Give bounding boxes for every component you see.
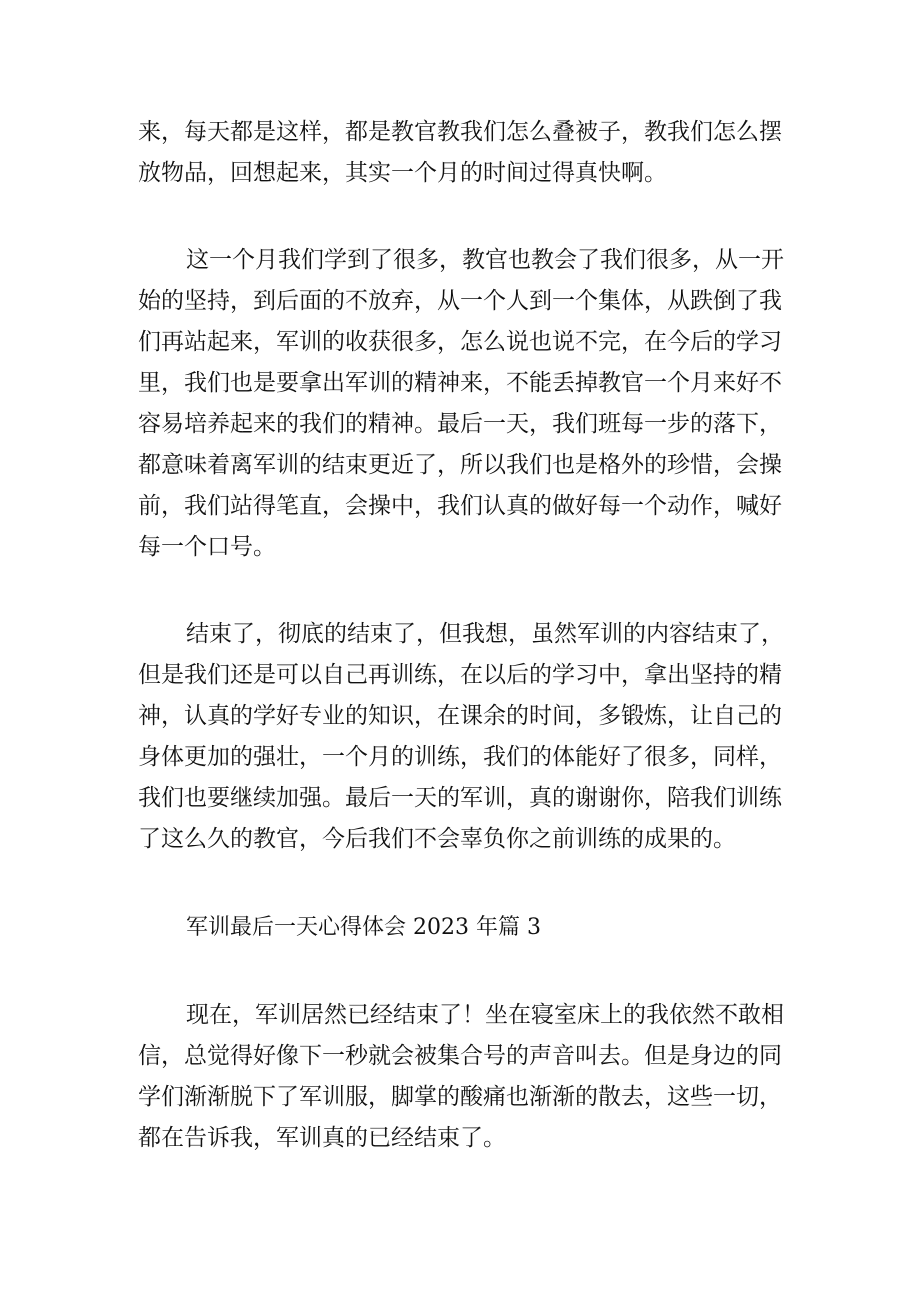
paragraph-4-line-3: 学们渐渐脱下了军训服，脚掌的酸痛也渐渐的散去，这些一切， (138, 1084, 782, 1110)
paragraph-3-line-1: 结束了，彻底的结束了，但我想，虽然军训的内容结束了， (186, 621, 784, 647)
paragraph-3-line-3: 神，认真的学好专业的知识，在课余的时间，多锻炼，让自己的 (138, 703, 782, 729)
paragraph-3-line-4: 身体更加的强壮，一个月的训练，我们的体能好了很多，同样， (138, 744, 782, 770)
paragraph-1-line-2: 放物品，回想起来，其实一个月的时间过得真快啊。 (138, 160, 667, 186)
paragraph-4-line-2: 信，总觉得好像下一秒就会被集合号的声音叫去。但是身边的同 (138, 1043, 782, 1069)
paragraph-2-line-4: 里，我们也是要拿出军训的精神来，不能丢掉教官一个月来好不 (138, 370, 782, 396)
paragraph-2-line-7: 前，我们站得笔直，会操中，我们认真的做好每一个动作，喊好 (138, 493, 782, 519)
paragraph-4-line-1: 现在，军训居然已经结束了！坐在寝室床上的我依然不敢相 (186, 1002, 784, 1028)
paragraph-1-line-1: 来，每天都是这样，都是教官教我们怎么叠被子，教我们怎么摆 (138, 119, 782, 145)
paragraph-2-line-5: 容易培养起来的我们的精神。最后一天，我们班每一步的落下， (138, 411, 782, 437)
paragraph-3-line-6: 了这么久的教官，今后我们不会辜负你之前训练的成果的。 (138, 826, 736, 852)
paragraph-3-line-2: 但是我们还是可以自己再训练，在以后的学习中，拿出坚持的精 (138, 662, 782, 688)
paragraph-4-line-4: 都在告诉我，军训真的已经结束了。 (138, 1125, 506, 1151)
paragraph-2-line-2: 始的坚持，到后面的不放弃，从一个人到一个集体，从跌倒了我 (138, 288, 782, 314)
section-heading: 军训最后一天心得体会 2023 年篇 3 (186, 915, 541, 940)
paragraph-2-line-3: 们再站起来，军训的收获很多，怎么说也说不完，在今后的学习 (138, 329, 782, 355)
paragraph-2-line-6: 都意味着离军训的结束更近了，所以我们也是格外的珍惜，会操 (138, 452, 782, 478)
paragraph-2-line-1: 这一个月我们学到了很多，教官也教会了我们很多，从一开 (186, 247, 784, 273)
paragraph-3-line-5: 我们也要继续加强。最后一天的军训，真的谢谢你，陪我们训练 (138, 785, 782, 811)
paragraph-2-line-8: 每一个口号。 (138, 534, 276, 560)
